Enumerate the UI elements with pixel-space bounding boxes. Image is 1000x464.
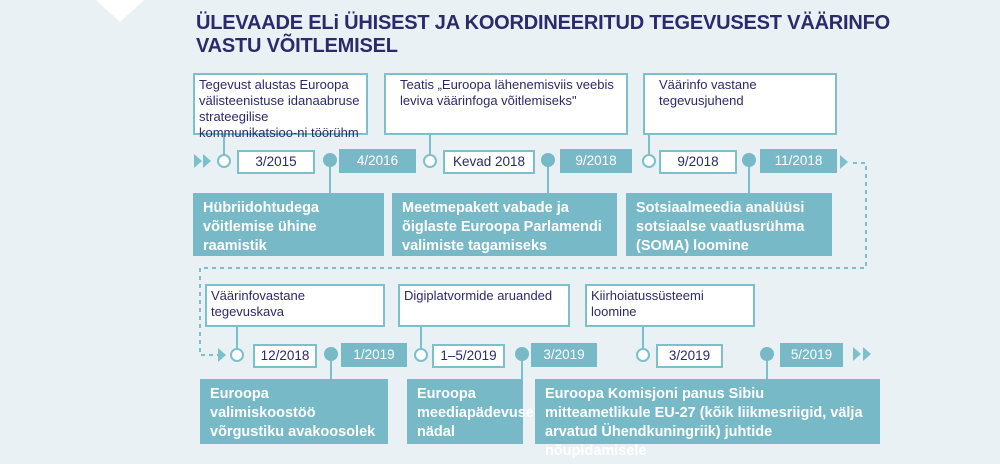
note-date: 9/2018	[659, 150, 737, 174]
event-date: 11/2018	[760, 149, 837, 173]
event-date: 3/2019	[531, 343, 597, 367]
milestone-circle-filled	[323, 153, 337, 167]
note-connector	[429, 135, 431, 155]
note-date: 3/2019	[656, 344, 723, 368]
milestone-circle-filled	[742, 153, 756, 167]
page-title: ÜLEVAADE ELi ÜHISEST JA KOORDINEERITUD TEGEVUSEST VÄÄRINFO VASTU VÕITLEMISEL	[196, 12, 891, 57]
note-box: Tegevust alustas Euroopa välisteenistuse idanaabruse strateegilise kommunikatsioo-ni töörühm	[193, 73, 368, 135]
event-date: 4/2016	[339, 149, 416, 173]
note-connector	[648, 135, 650, 155]
note-date: 3/2015	[237, 150, 315, 174]
event-date: 5/2019	[780, 343, 843, 367]
event-box: Euroopa Komisjoni panus Sibiu mitteametlikule EU-27 (kõik liikmesriigid, välja arvatud Ühendkuningriik) juhtide nõupidamisele	[535, 379, 880, 444]
event-box: Sotsiaalmeedia analüüsi sotsiaalse vaatlusrühma (SOMA) loomine	[626, 193, 832, 256]
continue-arrow-icon	[218, 348, 226, 362]
milestone-circle-filled	[760, 347, 774, 361]
end-arrow-icon	[863, 347, 871, 361]
milestone-circle-hollow	[423, 154, 437, 168]
note-box: Kiirhoiatussüsteemi loomine	[585, 284, 755, 327]
note-connector	[642, 327, 644, 349]
event-date: 1/2019	[341, 343, 407, 367]
note-connector	[236, 327, 238, 349]
milestone-circle-hollow	[636, 348, 650, 362]
note-connector	[420, 327, 422, 349]
note-box: Väärinfovastane tegevuskava	[205, 284, 385, 327]
event-date: 9/2018	[560, 149, 632, 173]
milestone-circle-filled	[541, 153, 555, 167]
note-date: 1–5/2019	[432, 344, 505, 368]
milestone-circle-filled	[515, 347, 529, 361]
continue-arrow-icon	[840, 155, 848, 169]
event-box: Hübriidohtudega võitlemise ühine raamistik	[193, 193, 384, 256]
milestone-circle-hollow	[217, 154, 231, 168]
start-arrow-icon	[194, 154, 202, 168]
event-box: Euroopa meediapädevuse nädal	[407, 379, 523, 444]
event-box: Meetmepakett vabade ja õiglaste Euroopa Parlamendi valimiste tagamiseks	[392, 193, 617, 256]
note-box: Väärinfo vastane tegevusjuhend	[643, 73, 837, 135]
milestone-circle-hollow	[414, 348, 428, 362]
note-box: Teatis „Euroopa lähenemisviis veebis leviva väärinfoga võitlemiseks"	[384, 73, 628, 135]
start-arrow-icon	[203, 154, 211, 168]
milestone-circle-hollow	[230, 348, 244, 362]
end-arrow-icon	[853, 347, 861, 361]
note-date: 12/2018	[253, 344, 317, 368]
note-date: Kevad 2018	[443, 150, 535, 174]
milestone-circle-hollow	[642, 154, 656, 168]
milestone-circle-filled	[324, 347, 338, 361]
event-box: Euroopa valimiskoostöö võrgustiku avakoosolek	[200, 379, 388, 444]
note-box: Digiplatvormide aruanded	[398, 284, 570, 327]
